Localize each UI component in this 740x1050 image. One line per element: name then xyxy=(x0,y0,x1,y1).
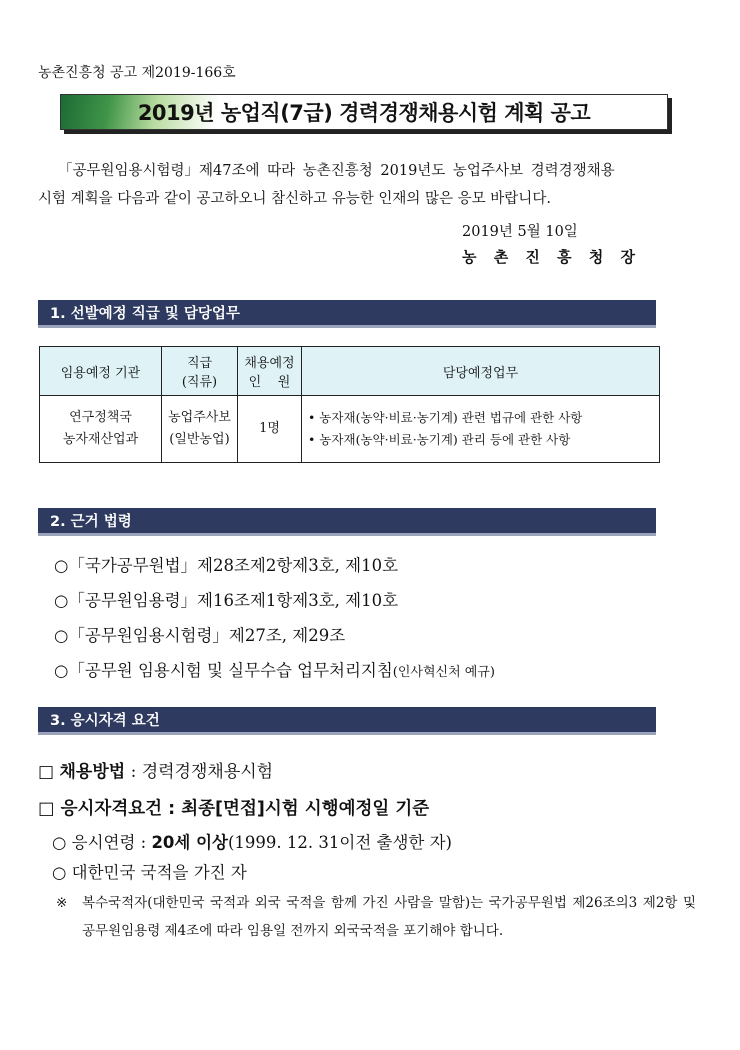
header-grade-line2: (직류) xyxy=(181,375,218,390)
signer: 농 촌 진 흥 청 장 xyxy=(462,248,642,266)
checkbox-mark: □ xyxy=(38,762,55,782)
cell-duties xyxy=(302,396,660,463)
duty-item-2: • 농자재(농약·비료·농기계) 관리 등에 관한 사항 xyxy=(308,432,571,447)
header-grade xyxy=(162,347,238,396)
legal-item xyxy=(54,657,495,681)
duty-item-1: • 농자재(농약·비료·농기계) 관련 법규에 관한 사항 xyxy=(308,410,583,425)
condition-nationality: ○ 대한민국 국적을 가진 자 xyxy=(52,863,247,882)
notice-date: 2019년 5월 10일 xyxy=(462,224,578,240)
cell-grade-line1: 농업주사보 xyxy=(168,410,231,425)
qualification-heading: □ 응시자격요건 : 최종[면접]시험 시행예정일 기준 xyxy=(38,799,430,819)
intro-paragraph xyxy=(38,157,698,213)
table-row xyxy=(40,396,660,463)
hiring-method-value: : 경력경쟁채용시험 xyxy=(125,762,274,782)
legal-item-note: (인사혁신처 예규) xyxy=(392,665,495,680)
note-mark: ※ xyxy=(56,895,68,911)
cell-count: 1명 xyxy=(238,396,302,463)
legal-item: ○「공무원임용령」제16조제1항제3호, 제10호 xyxy=(54,591,399,610)
condition-age xyxy=(52,829,452,853)
header-count xyxy=(238,347,302,396)
section-heading-positions: 1. 선발예정 직급 및 담당업무 xyxy=(38,300,656,328)
condition-age-bold: 20세 이상 xyxy=(151,833,228,852)
cell-agency xyxy=(40,396,162,463)
cell-agency-line2: 농자재산업과 xyxy=(62,432,139,447)
hiring-method-label: 채용방법 xyxy=(59,762,126,782)
header-agency: 임용예정 기관 xyxy=(40,347,162,396)
legal-item-main: ○「공무원 임용시험 및 실무수습 업무처리지침 xyxy=(54,661,393,680)
condition-age-prefix: ○ 응시연령 : xyxy=(52,833,152,852)
page-title: 2019년 농업직(7급) 경력경쟁채용시험 계획 공고 xyxy=(60,94,668,130)
header-count-line1: 채용예정 xyxy=(244,356,295,371)
cell-grade xyxy=(162,396,238,463)
dual-citizenship-note xyxy=(56,889,696,945)
section-heading-legal-basis: 2. 근거 법령 xyxy=(38,508,656,536)
section-heading-eligibility: 3. 응시자격 요건 xyxy=(38,707,656,735)
intro-line-2: 시험 계획을 다음과 같이 공고하오니 참신하고 유능한 인재의 많은 응모 바랍니다. xyxy=(38,191,551,207)
title-banner xyxy=(60,94,672,134)
cell-agency-line1: 연구정책국 xyxy=(69,410,132,425)
table-header-row xyxy=(40,347,660,396)
note-text: 복수국적자(대한민국 국적과 외국 국적을 함께 가진 사람을 말함)는 국가공무원법 제26조의3 제2항 및 공무원임용령 제4조에 따라 임용일 전까지 외국국적을 포기해야 합니다. xyxy=(82,895,696,939)
notice-number: 농촌진흥청 공고 제2019-166호 xyxy=(38,65,236,81)
intro-line-1: 「공무원임용시험령」제47조에 따라 농촌진흥청 2019년도 농업주사보 경력경쟁채용 xyxy=(58,163,615,179)
cell-grade-line2: (일반농업) xyxy=(169,432,230,447)
legal-item: ○「공무원임용시험령」제27조, 제29조 xyxy=(54,626,346,645)
hiring-method xyxy=(38,757,273,782)
condition-age-rest: (1999. 12. 31이전 출생한 자) xyxy=(227,833,452,852)
duty-table xyxy=(39,346,660,463)
legal-item: ○「국가공무원법」제28조제2항제3호, 제10호 xyxy=(54,556,399,575)
header-count-line2: 인 원 xyxy=(248,375,291,390)
header-duties: 담당예정업무 xyxy=(302,347,660,396)
header-grade-line1: 직급 xyxy=(186,356,213,371)
